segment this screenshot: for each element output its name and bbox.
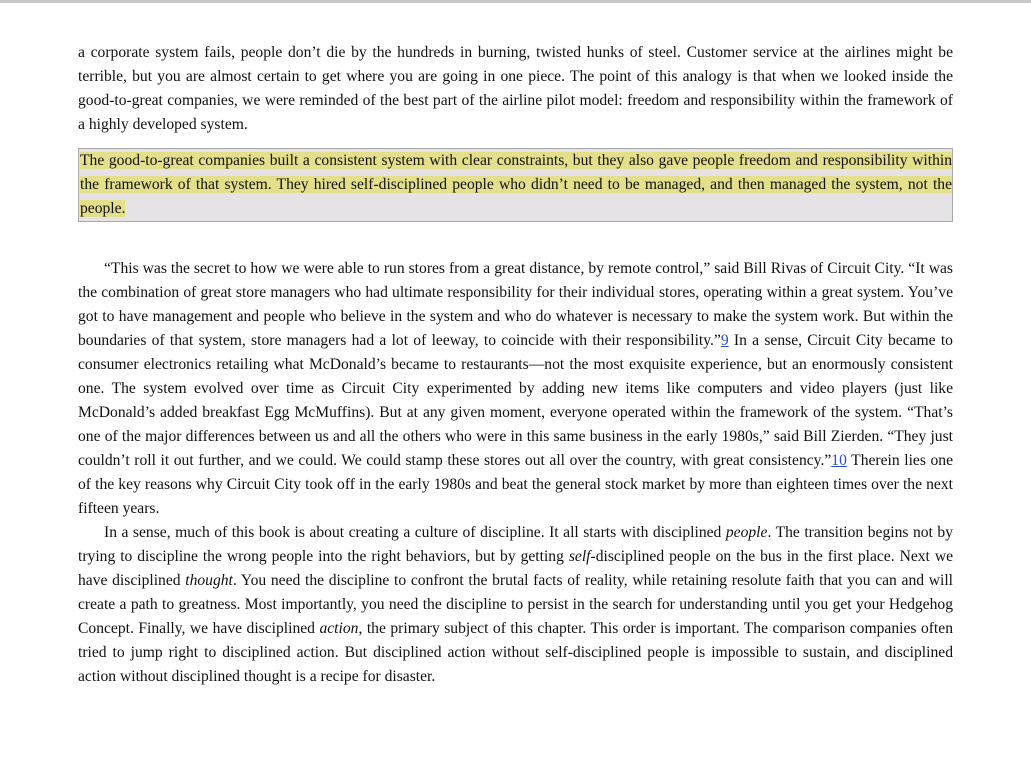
window-top-border bbox=[0, 0, 1031, 3]
paragraph-3-text-5: , the primary subject of this chapter. This order is important. The comparison companies often tried to jump right to disciplined action. But disciplined action without self-disciplined people is impossible to sustain, and disciplined action without disciplined thought is a recipe for disaster. bbox=[78, 620, 953, 685]
paragraph-3 bbox=[78, 521, 953, 689]
emphasis-action: action bbox=[319, 620, 359, 637]
paragraph-3-text-4: . You need the discipline to confront the brutal facts of reality, while retaining resolute faith that you can and will create a path to greatness. Most importantly, you need the discipline to persist in the search for understanding until you get your Hedgehog Concept. Finally, we have disciplined bbox=[78, 572, 953, 637]
paragraph-3-text-1: In a sense, much of this book is about creating a culture of discipline. It all starts with disciplined bbox=[104, 524, 726, 541]
paragraph-2-text-1: “This was the secret to how we were able to run stores from a great distance, by remote control,” said Bill Rivas of Circuit City. “It was the combination of great store managers who had ultimate responsibility for their individual stores, operating within a great system. You’ve got to have management and people who believe in the system and who do whatever is necessary to make the system work. But within the boundaries of that system, store managers had a lot of leeway, to coincide with their responsibility.” bbox=[78, 260, 953, 349]
highlighted-callout[interactable] bbox=[78, 148, 953, 222]
paragraph-1 bbox=[78, 41, 953, 137]
paragraph-1-text: a corporate system fails, people don’t die by the hundreds in burning, twisted hunks of steel. Customer service at the airlines might be terrible, but you are almost certain to get where you are going in one piece. The point of this analogy is that when we looked inside the good-to-great companies, we were reminded of the best part of the airline pilot model: freedom and responsibility within the framework of a highly developed system. bbox=[78, 44, 953, 133]
emphasis-thought: thought bbox=[185, 572, 233, 589]
document-page bbox=[78, 41, 953, 689]
paragraph-2-text-3: Therein lies one of the key reasons why Circuit City took off in the early 1980s and beat the general stock market by more than eighteen times over the next fifteen years. bbox=[78, 452, 953, 517]
callout-highlight-text[interactable]: The good-to-great companies built a consistent system with clear constraints, but they also gave people freedom and responsibility within the framework of that system. They hired self-disciplined people who didn’t need to be managed, and then managed the system, not the people. bbox=[80, 152, 952, 217]
paragraph-2-text-2: In a sense, Circuit City became to consumer electronics retailing what McDonald’s became to restaurants—not the most exquisite experience, but an enormously consistent one. The system evolved over time as Circuit City experimented by adding new items like computers and video players (just like McDonald’s added breakfast Egg McMuffins). But at any given moment, everyone operated within the framework of the system. “That’s one of the major differences between us and all the others who were in this same business in the early 1980s,” said Bill Zierden. “They just couldn’t roll it out further, and we could. We could stamp these stores out all over the country, with great consistency.” bbox=[78, 332, 953, 469]
emphasis-people: people bbox=[725, 524, 768, 541]
section-spacer bbox=[78, 222, 953, 257]
footnote-link-9[interactable]: 9 bbox=[720, 332, 729, 349]
paragraph-2 bbox=[78, 257, 953, 521]
paragraph-3-text-2: . The transition begins not by trying to discipline the wrong people into the right behaviors, but by getting bbox=[78, 524, 953, 565]
footnote-link-10[interactable]: 10 bbox=[831, 452, 847, 469]
emphasis-self: self bbox=[568, 548, 591, 565]
paragraph-3-text-3: -disciplined people on the bus in the first place. Next we have disciplined bbox=[78, 548, 954, 589]
callout-paragraph bbox=[79, 149, 952, 221]
